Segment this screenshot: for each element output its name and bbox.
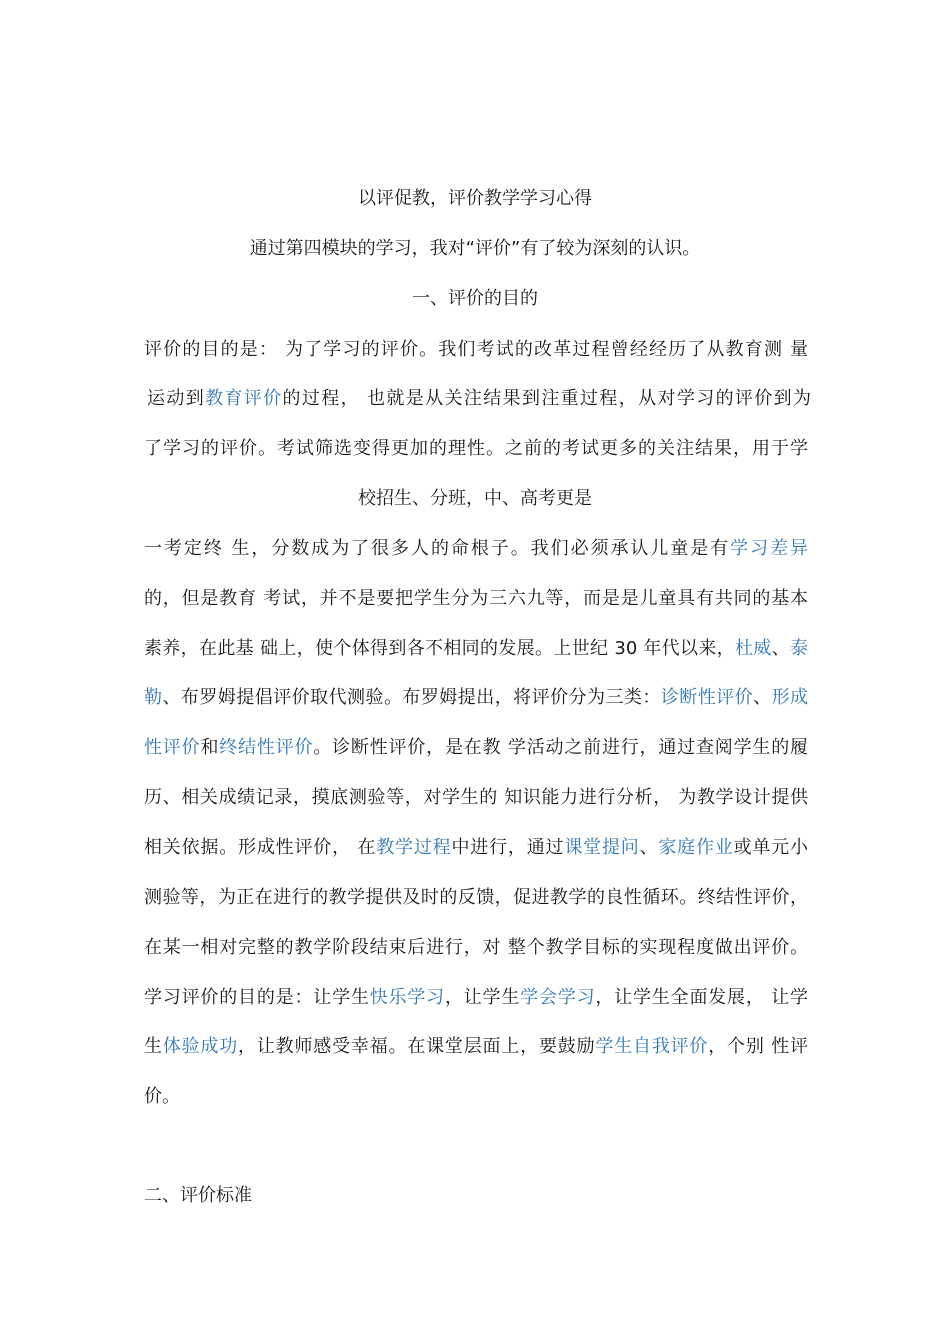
document-title: 以评促教，评价教学学习心得 [358,188,592,209]
body-text: ，让学生 [444,987,521,1008]
body-line [140,487,810,511]
body-text: 测验等，为正在进行的教学提供及时的反馈，促进教学的良性循环。终结性评价， [144,887,808,908]
body-text: 了学习的评价。考试筛选变得更加的理性。之前的考试更多的关注结果，用于学 [144,438,808,459]
body-line [144,836,808,860]
term-link[interactable]: 教学过程 [376,837,452,858]
body-text: ，让学生全面发展， 让学 [595,987,809,1008]
body-line [144,986,808,1010]
body-line [144,886,808,910]
body-line [144,1085,808,1109]
body-text: 。诊断性评价，是在教 学活动之前进行，通过查阅学生的履 [313,737,809,758]
body-text: 生 [144,1036,163,1057]
term-link[interactable]: 课堂提问 [564,837,640,858]
body-line [147,387,811,411]
body-text: 的，但是教育 考试，并不是要把学生分为三六九等，而是是儿童具有共同的基本 [144,588,808,609]
body-line [144,1035,808,1059]
body-line [144,936,808,960]
term-link[interactable]: 性评价 [144,737,201,758]
term-link[interactable]: 形成 [771,687,809,708]
body-text: 相关依据。形成性评价， 在 [144,837,377,858]
term-link[interactable]: 泰 [790,638,809,659]
body-text: 学习评价的目的是：让学生 [144,987,370,1008]
body-text: ，个别 性评 [708,1036,809,1057]
term-link[interactable]: 家庭作业 [658,837,734,858]
term-link[interactable]: 终结性评价 [219,737,314,758]
term-link[interactable]: 学生自我评价 [595,1036,709,1057]
term-link[interactable]: 教育评价 [205,388,283,409]
body-line [144,587,808,611]
body-text: 校招生、分班，中、高考更是 [358,488,592,509]
body-text: 运动到 [147,388,206,409]
body-text: 、 [753,687,772,708]
term-link[interactable]: 诊断性评价 [660,687,754,708]
body-text: 、 [771,638,791,659]
term-link[interactable]: 学习差异 [730,538,808,559]
body-text: 一考定终 生，分数成为了很多人的命根子。我们必须承认儿童是有 [144,538,731,559]
body-text: 历、相关成绩记录，摸底测验等，对学生的 知识能力进行分析， 为教学设计提供 [144,787,808,808]
body-text: 、布罗姆提倡评价取代测验。布罗姆提出，将评价分为三类： [162,687,661,708]
body-text: 素养，在此基 础上，使个体得到各不相同的发展。上世纪 30 年代以来， [144,638,735,659]
term-link[interactable]: 体验成功 [162,1036,239,1057]
body-text: ，让教师感受幸福。在课堂层面上，要鼓励 [238,1036,596,1057]
body-text: 价。 [144,1086,180,1107]
section-heading-1: 一、评价的目的 [412,288,538,309]
body-text: 评价的目的是： 为了学习的评价。我们考试的改革过程曾经经历了从教育测 量 [144,339,808,360]
section-heading-2: 二、评价标准 [144,1185,252,1206]
body-text: 或单元小 [733,837,809,858]
body-line [144,736,808,760]
body-text: 的过程， 也就是从关注结果到注重过程，从对学习的评价到为 [282,388,812,409]
term-link[interactable]: 学会学习 [520,987,596,1008]
body-line [144,686,808,710]
body-line [144,537,808,561]
term-link[interactable]: 快乐学习 [369,987,445,1008]
body-line [144,637,808,661]
body-text: 在某一相对完整的教学阶段结束后进行，对 整个教学目标的实现程度做出评价。 [144,937,808,958]
term-link[interactable]: 杜威 [735,638,772,659]
body-line [144,338,808,362]
body-text: 中进行，通过 [451,837,565,858]
term-link[interactable]: 勒 [144,687,163,708]
intro-line: 通过第四模块的学习，我对“评价”有了较为深刻的认识。 [249,238,701,259]
body-line [144,437,808,461]
body-text: 和 [200,737,220,758]
body-line [144,786,808,810]
body-text: 、 [639,837,659,858]
